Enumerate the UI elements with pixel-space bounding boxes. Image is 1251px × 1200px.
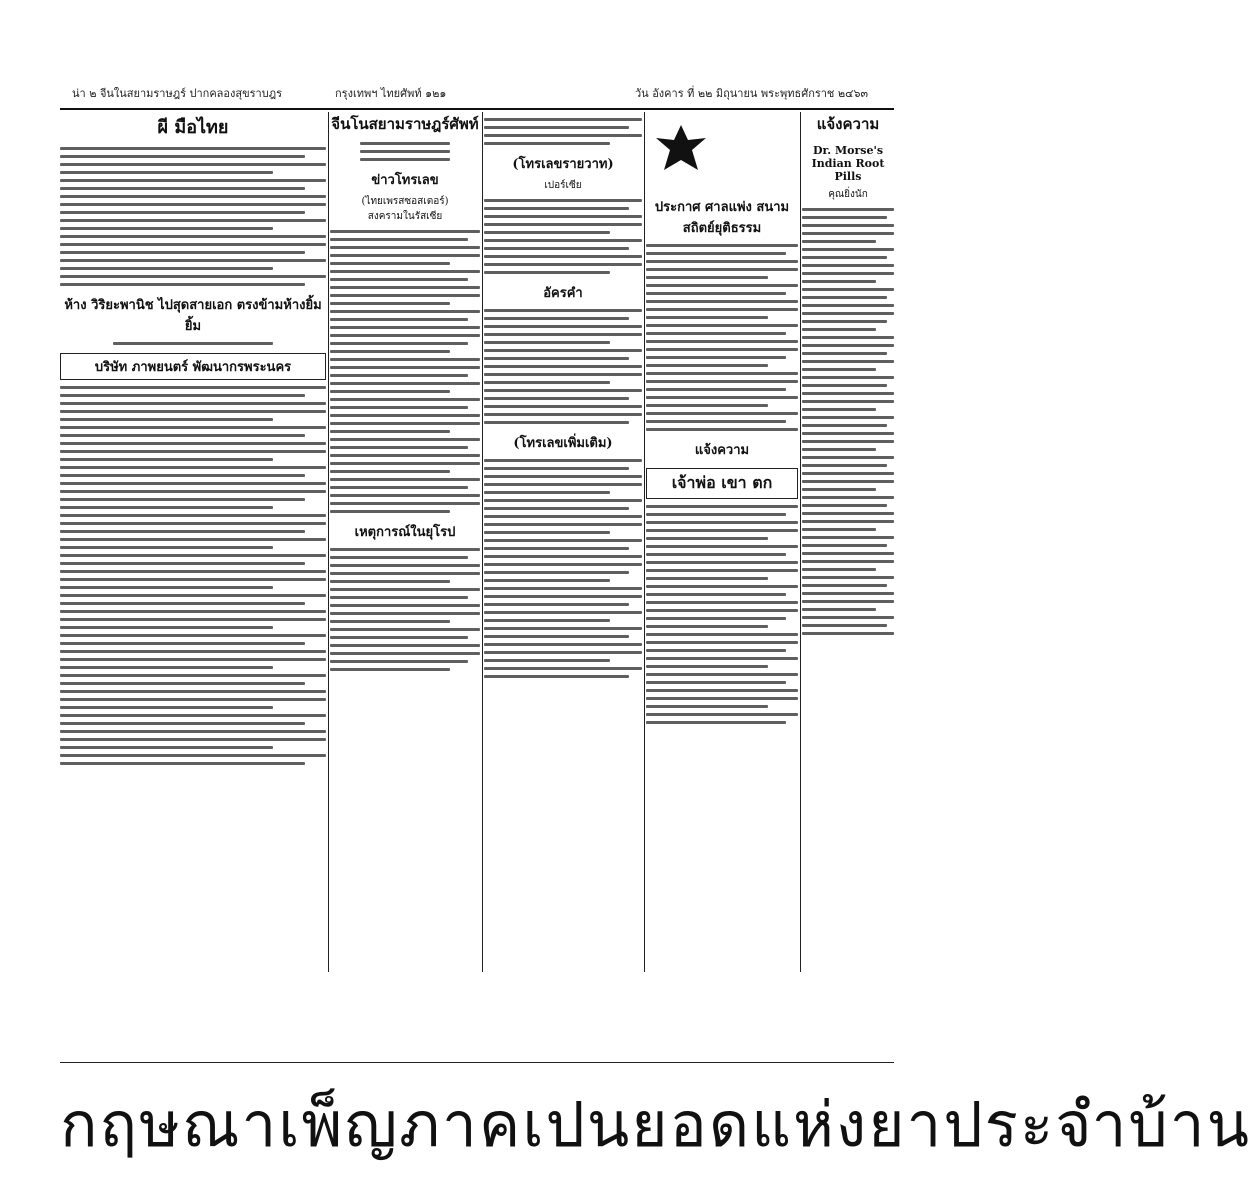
text-block [60,386,326,765]
text-block [484,118,642,145]
text-block [330,548,480,671]
header-right: วัน อังคาร ที่ ๒๒ มิถุนายน พระพุทธศักราช ๒๔๖๓ [635,87,868,100]
column-4-title: ประกาศ ศาลแพ่ง สนามสถิตย์ยุติธรรม [654,200,790,236]
masthead: จีนโนสยามราษฎร์ศัพท์ [331,115,479,133]
text-block [646,505,798,724]
column-divider [482,112,483,972]
header-left: น่า ๒ จีนในสยามราษฎร์ ปากคลองสุขราบฎร [72,87,282,100]
text-block [330,142,480,161]
column-4-section: แจ้งความ [694,443,750,458]
column-3-section: อัครคำ [543,286,583,301]
column-1-section-2: บริษัท ภาพยนตร์ พัฒนากรพระนคร [60,353,326,380]
ad-subtitle: คุณยิ่งนัก [828,189,868,200]
header-rule [60,108,894,110]
column-1-section: ห้าง วิริยะพานิช ไปสุดสายเอก ตรงข้ามห้างยิ้มยิ้ม [64,298,322,334]
column-5-title: แจ้งความ [816,115,880,133]
column-4-notice: เจ้าพ่อ เขา ตก [646,468,798,499]
text-block [484,199,642,274]
news-heading: ข่าวโทรเลข [371,173,439,188]
text-block [60,342,326,345]
footer-slogan: กฤษณาเพ็ญภาคเปนยอดแห่งยาประจำบ้าน [60,1088,1251,1161]
text-block [484,309,642,424]
footer-rule [60,1062,894,1063]
text-block [802,208,894,635]
garuda-emblem-icon [646,120,716,180]
column-4 [646,112,798,960]
ad-title: Dr. Morse's Indian Root Pills [811,144,885,183]
column-divider [644,112,645,972]
text-block [60,147,326,286]
column-1-title: ผี มือไทย [157,117,229,138]
column-3-section-2: (โทรเลขเพิ่มเติม) [513,436,613,451]
column-5 [802,112,894,960]
column-3-heading: (โทรเลขรายวาท) [512,157,614,172]
text-block [646,244,798,431]
news-location: สงครามในรัสเซีย [367,211,443,222]
text-block [330,230,480,513]
column-3 [484,112,642,960]
news-subheading: (ไทยเพรสซอสเตอร์) [361,196,449,207]
text-block [484,459,642,678]
column-divider [328,112,329,972]
column-2 [330,112,480,960]
column-1 [60,112,326,960]
column-2-section: เหตุการณ์ในยุโรป [354,525,456,540]
column-3-subheading: เปอร์เซีย [544,180,582,191]
header-mid: กรุงเทพฯ ไทยศัพท์ ๑๒๑ [335,87,447,100]
column-divider [800,112,801,972]
